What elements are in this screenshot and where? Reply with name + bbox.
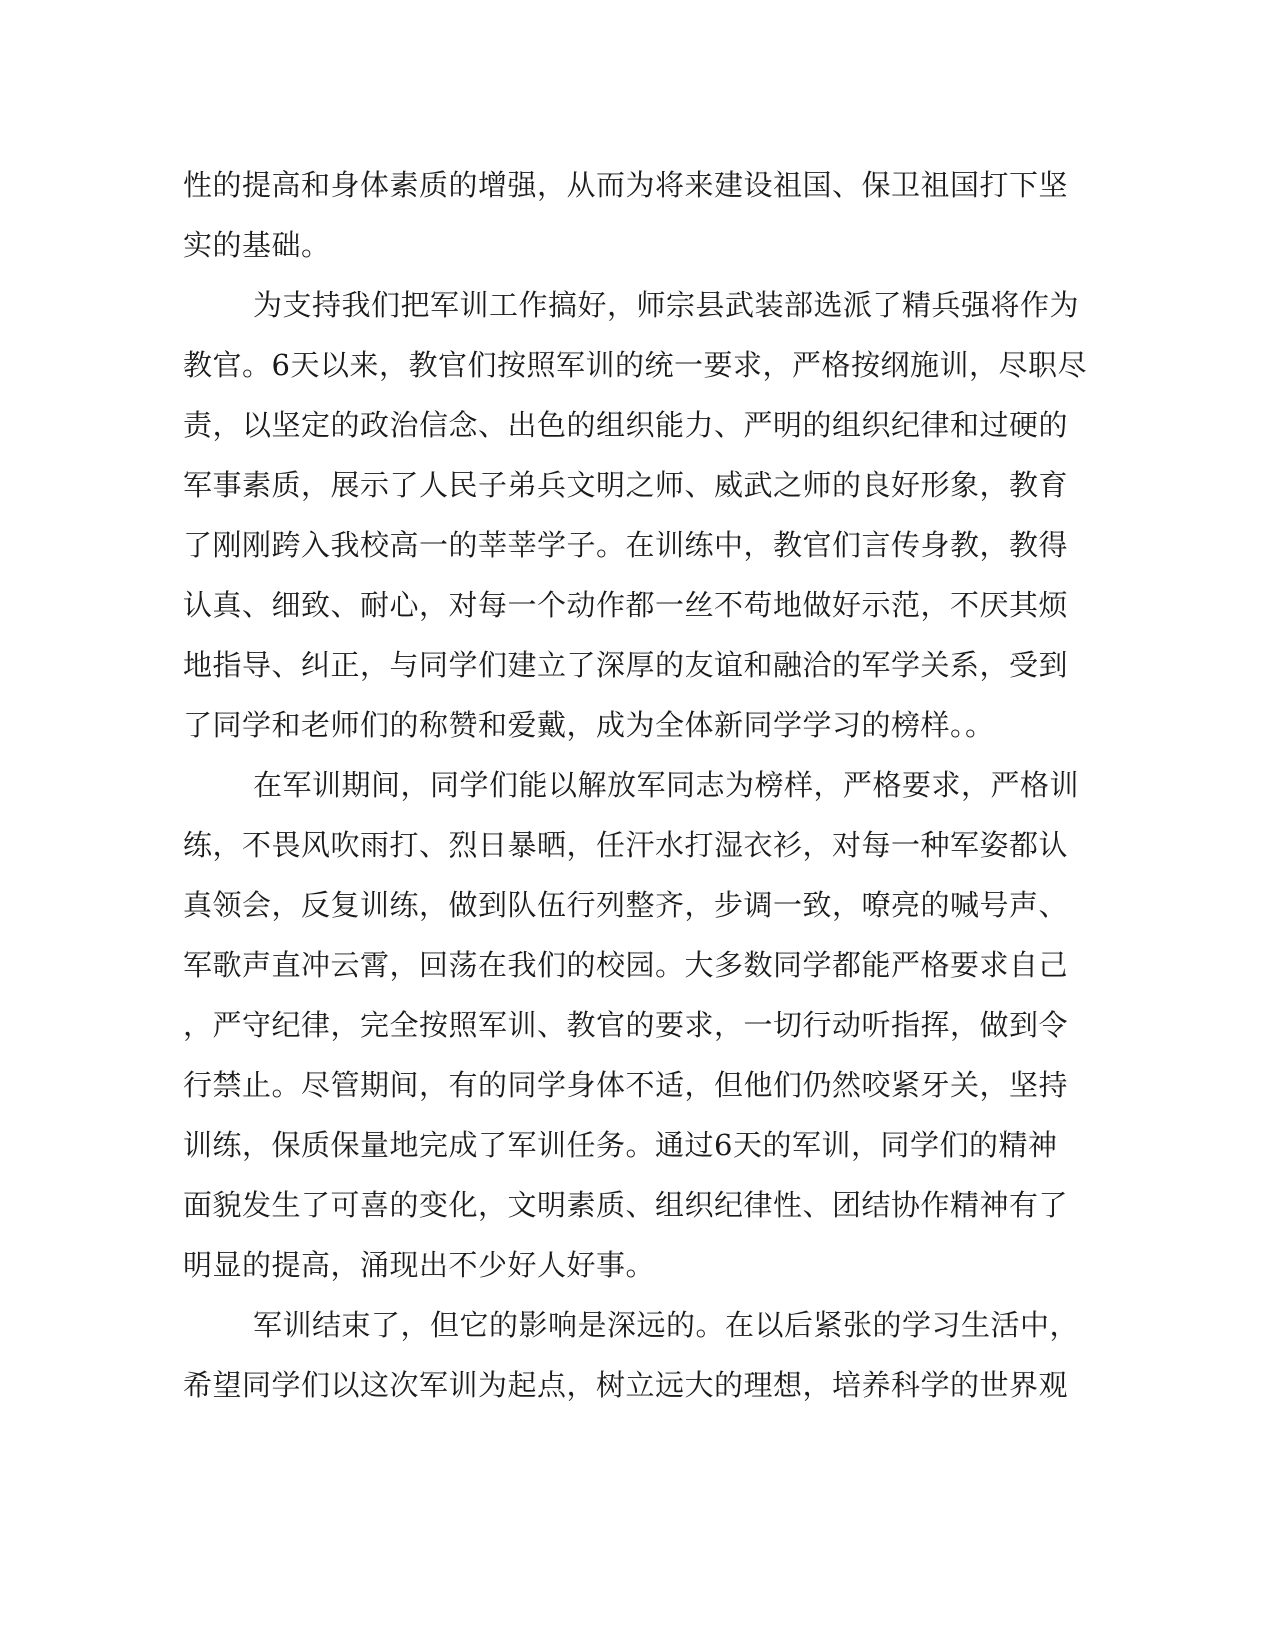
body-text — [183, 155, 1087, 1415]
text-line: 明显的提高，涌现出不少好人好事。 — [183, 1248, 656, 1282]
text-line: 为支持我们把军训工作搞好，师宗县武装部选派了精兵强将作为 — [253, 288, 1080, 322]
text-line: 教官。6天以来，教官们按照军训的统一要求，严格按纲施训，尽职尽 — [183, 348, 1087, 382]
text-line: 训练，保质保量地完成了军训任务。通过6天的军训，同学们的精神 — [183, 1128, 1058, 1162]
text-line: ，严守纪律，完全按照军训、教官的要求，一切行动听指挥，做到令 — [183, 1008, 1069, 1042]
text-line: 责，以坚定的政治信念、出色的组织能力、严明的组织纪律和过硬的 — [183, 408, 1069, 442]
text-line: 面貌发生了可喜的变化，文明素质、组织纪律性、团结协作精神有了 — [183, 1188, 1069, 1222]
text-line: 军事素质，展示了人民子弟兵文明之师、威武之师的良好形象，教育 — [183, 468, 1069, 502]
text-line: 希望同学们以这次军训为起点，树立远大的理想，培养科学的世界观 — [183, 1368, 1069, 1402]
text-line: 练，不畏风吹雨打、烈日暴晒，任汗水打湿衣衫，对每一种军姿都认 — [183, 828, 1069, 862]
text-line: 军训结束了，但它的影响是深远的。在以后紧张的学习生活中， — [253, 1308, 1080, 1342]
text-line: 在军训期间，同学们能以解放军同志为榜样，严格要求，严格训 — [253, 768, 1080, 802]
text-line: 性的提高和身体素质的增强，从而为将来建设祖国、保卫祖国打下坚 — [183, 168, 1069, 202]
text-line: 行禁止。尽管期间，有的同学身体不适，但他们仍然咬紧牙关，坚持 — [183, 1068, 1069, 1102]
text-line: 军歌声直冲云霄，回荡在我们的校园。大多数同学都能严格要求自己 — [183, 948, 1069, 982]
text-line: 真领会，反复训练，做到队伍行列整齐，步调一致，嘹亮的喊号声、 — [183, 888, 1069, 922]
text-line: 了刚刚跨入我校高一的莘莘学子。在训练中，教官们言传身教，教得 — [183, 528, 1069, 562]
text-line: 地指导、纠正，与同学们建立了深厚的友谊和融洽的军学关系，受到 — [183, 648, 1069, 682]
text-line: 了同学和老师们的称赞和爱戴，成为全体新同学学习的榜样。。 — [183, 708, 995, 742]
text-line: 实的基础。 — [183, 228, 331, 262]
text-line: 认真、细致、耐心，对每一个动作都一丝不苟地做好示范，不厌其烦 — [183, 588, 1069, 622]
